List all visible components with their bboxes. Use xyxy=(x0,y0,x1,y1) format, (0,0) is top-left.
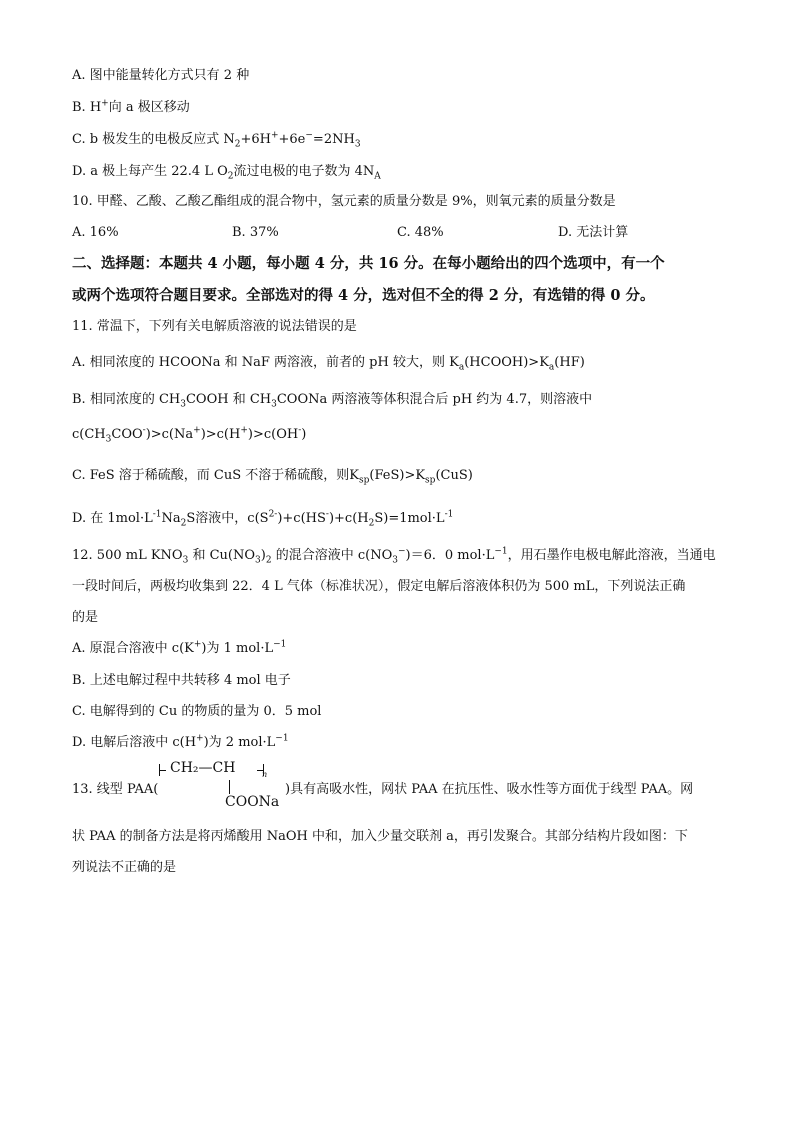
paa-structural-formula xyxy=(159,760,289,820)
q11-option-c: C. FeS 溶于稀硫酸，而 CuS 不溶于稀硫酸，则$K_{sp}(FeS)>K_{sp}(CuS)$ xyxy=(72,468,473,486)
q13-stem-line1-cont: )具有高吸水性，网状 PAA 在抗压性、吸水性等方面优于线型 PAA。网 xyxy=(285,782,694,797)
polymer-bracket-left xyxy=(159,764,167,776)
q9-option-d: D. a 极上每产生 22.4 L $O_2$流过电极的电子数为 $4N_A$ xyxy=(72,164,381,182)
q11-option-b-equation: $c(CH_3COO^-)>c(Na^+)>c(H^+)>c(OH^-)$ xyxy=(72,425,307,445)
q11-option-a: A. 相同浓度的 HCOONa 和 NaF 两溶液，前者的 pH 较大，则 $K_a(HCOOH)>K_a(HF)$ xyxy=(72,355,585,373)
q10-option-b: B. 37% xyxy=(232,225,279,240)
q10-option-a: A. 16% xyxy=(72,225,119,240)
q11-option-d: D. 在 $1mol\cdot L^{-1}Na_2S$溶液中，$c(S^{2-})+c(HS^-)+c(H_2S)=1mol\cdot L^{-1}$ xyxy=(72,509,454,529)
section-2-heading-line1: 二、选择题：本题共 4 小题，每小题 4 分，共 16 分。在每小题给出的四个选项中，有一个 xyxy=(72,255,665,272)
q12-option-d: D. 电解后溶液中 c(H+)为 2 $mol\cdot L^{-1}$ xyxy=(72,733,289,750)
q9-option-c: C. b 极发生的电极反应式 $N_2+6H^++6e^-=2NH_3$ xyxy=(72,130,361,150)
polymer-chain: CH₂—CH xyxy=(170,760,236,776)
q9-option-a: A. 图中能量转化方式只有 2 种 xyxy=(72,68,250,83)
polymer-subscript-n: n xyxy=(262,770,268,779)
q10-option-c: C. 48% xyxy=(397,225,444,240)
section-2-heading-line2: 或两个选项符合题目要求。全部选对的得 4 分，选对但不全的得 2 分，有选错的得 0 分。 xyxy=(72,287,655,304)
q12-stem-line2: 一段时间后，两极均收集到 22．4 L 气体（标准状况），假定电解后溶液体积仍为 500 mL，下列说法正确 xyxy=(72,579,686,594)
q12-option-b: B. 上述电解过程中共转移 4 mol 电子 xyxy=(72,673,291,688)
q12-stem-line1: 12. 500 mL $KNO_3$ 和 $Cu(NO_3)_2$ 的混合溶液中 $c(NO_3^-)=6$．0 $mol\cdot L^{-1}$，用石墨作电极电解此溶液，当通电 xyxy=(72,546,716,566)
q10-option-d: D. 无法计算 xyxy=(558,225,629,240)
q13-stem-line2: 状 PAA 的制备方法是将丙烯酸用 NaOH 中和，加入少量交联剂 a，再引发聚合。其部分结构片段如图：下 xyxy=(72,829,688,844)
polymer-bond xyxy=(229,780,230,794)
q11-option-b: B. 相同浓度的 $CH_3COOH$ 和 $CH_3COONa$ 两溶液等体积混合后 pH 约为 4.7，则溶液中 xyxy=(72,392,593,410)
q12-option-c: C. 电解得到的 Cu 的物质的量为 0．5 mol xyxy=(72,704,322,719)
q9-option-b: B. H+向 a 极区移动 xyxy=(72,98,190,115)
polymer-side-group: COONa xyxy=(225,794,280,810)
q12-option-a: A. 原混合溶液中 c(K+)为 1 $mol\cdot L^{-1}$ xyxy=(72,639,287,656)
q11-stem: 11. 常温下，下列有关电解质溶液的说法错误的是 xyxy=(72,319,357,334)
q12-stem-line3: 的是 xyxy=(72,610,99,625)
q10-stem: 10. 甲醛、乙酸、乙酸乙酯组成的混合物中，氢元素的质量分数是 9%，则氧元素的质量分数是 xyxy=(72,194,616,209)
q13-stem-line1: 13. 线型 PAA( xyxy=(72,782,159,797)
q13-stem-line3: 列说法不正确的是 xyxy=(72,860,177,875)
